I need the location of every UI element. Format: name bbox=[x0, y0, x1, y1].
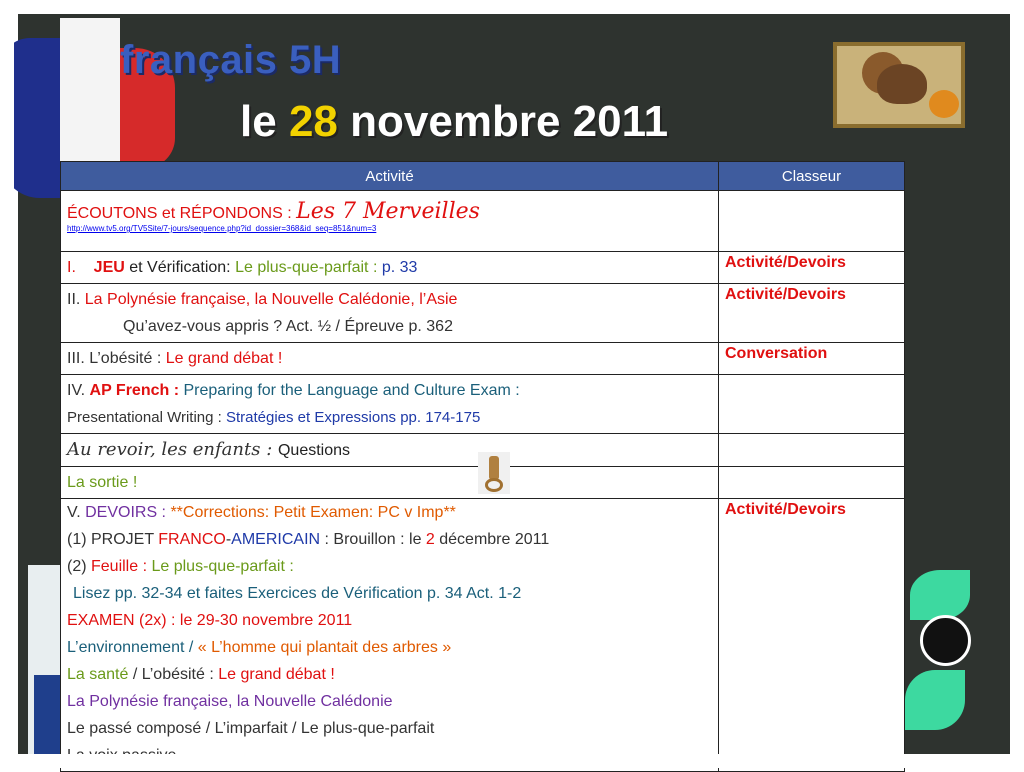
thanksgiving-turkey-icon bbox=[833, 42, 965, 128]
tenses-label: Le passé composé / L’imparfait / Le plus-que-parfait bbox=[67, 720, 435, 737]
activity-cell bbox=[61, 252, 719, 284]
grammar-topic: Le plus-que-parfait : bbox=[235, 259, 382, 276]
debate-topic: Le grand débat ! bbox=[165, 350, 283, 367]
course-title: français 5H bbox=[120, 38, 342, 82]
page-ref: p. 33 bbox=[381, 259, 418, 276]
writing-label: Presentational Writing : bbox=[67, 409, 226, 426]
table-row bbox=[61, 284, 905, 343]
row-number: II. bbox=[67, 291, 85, 308]
row-number: IV. bbox=[67, 382, 90, 399]
strategies-ref: Stratégies et Expressions pp. 174-175 bbox=[225, 409, 481, 426]
date-day: 28 bbox=[288, 97, 338, 146]
environment-label: L’environnement / bbox=[67, 639, 198, 656]
draft-day: 2 bbox=[425, 531, 435, 548]
reading-assignment: Lisez pp. 32-34 et faites Exercices de Vérification p. 34 Act. 1-2 bbox=[73, 585, 522, 602]
date-title bbox=[240, 97, 668, 147]
jeu-label: JEU bbox=[93, 259, 125, 276]
draft-date: décembre 2011 bbox=[434, 531, 550, 548]
header-binder: Classeur bbox=[719, 162, 905, 191]
table-row bbox=[61, 375, 905, 434]
project-label: (1) PROJET bbox=[67, 531, 159, 548]
binder-cell bbox=[719, 375, 905, 434]
verification-label: et Vérification: bbox=[124, 259, 236, 276]
row-number: III. L’obésité : bbox=[67, 350, 166, 367]
activity-cell bbox=[61, 343, 719, 375]
activity-cell bbox=[61, 467, 719, 499]
devoirs-label: DEVOIRS : bbox=[85, 504, 171, 521]
dash: - bbox=[225, 531, 232, 548]
activity-cell bbox=[61, 284, 719, 343]
table-row bbox=[61, 191, 905, 252]
tv5-link[interactable]: http://www.tv5.org/TV5Site/7-jours/sequence.php?id_dossier=368&id_seq=851&num=3 bbox=[67, 224, 377, 233]
binder-cell bbox=[719, 191, 905, 252]
americain-label: AMERICAIN bbox=[231, 531, 321, 548]
date-prefix: le bbox=[240, 97, 277, 146]
header-activity: Activité bbox=[61, 162, 719, 191]
row-number: I. bbox=[67, 259, 76, 276]
item-number: (2) bbox=[67, 558, 91, 575]
binder-cell bbox=[719, 434, 905, 467]
row-number: V. bbox=[67, 504, 86, 521]
binder-cell: Conversation bbox=[719, 343, 905, 375]
table-header-row bbox=[61, 162, 905, 191]
review-line: Qu’avez-vous appris ? Act. ½ / Épreuve p. 362 bbox=[123, 318, 453, 335]
polynesia-label: La Polynésie française, la Nouvelle Calédonie bbox=[67, 693, 393, 710]
table-row bbox=[61, 252, 905, 284]
corrections-label: **Corrections: Petit Examen: PC v Imp** bbox=[170, 504, 456, 521]
table-row bbox=[61, 499, 905, 772]
date-suffix: novembre 2011 bbox=[350, 97, 669, 146]
sheet-label: Feuille : bbox=[91, 558, 152, 575]
binder-cell: Activité/Devoirs bbox=[719, 499, 905, 772]
activity-cell bbox=[61, 191, 719, 252]
questions-label: Questions bbox=[277, 442, 351, 459]
debate-label: Le grand débat ! bbox=[218, 666, 335, 683]
binder-cell: Activité/Devoirs bbox=[719, 252, 905, 284]
homework-cell bbox=[61, 499, 719, 772]
franco-label: FRANCO bbox=[158, 531, 226, 548]
wonders-title: Les 7 Merveilles bbox=[296, 199, 480, 224]
geography-topic: La Polynésie française, la Nouvelle Calédonie, l’Asie bbox=[84, 291, 458, 308]
key-icon bbox=[478, 452, 510, 494]
exam-date: EXAMEN (2x) : le 29-30 novembre 2011 bbox=[67, 612, 353, 629]
listening-label: ÉCOUTONS et RÉPONDONS : bbox=[67, 205, 297, 222]
decorative-leaves-right bbox=[905, 570, 1024, 760]
draft-label: : Brouillon : le bbox=[320, 531, 426, 548]
sheet-topic: Le plus-que-parfait : bbox=[151, 558, 294, 575]
ap-label: AP French : bbox=[89, 382, 184, 399]
story-title: « L’homme qui plantait des arbres » bbox=[197, 639, 452, 656]
activity-cell bbox=[61, 434, 719, 467]
health-label: La santé bbox=[67, 666, 129, 683]
obesity-label: / L’obésité : bbox=[128, 666, 219, 683]
binder-cell: Activité/Devoirs bbox=[719, 284, 905, 343]
exit-label: La sortie ! bbox=[67, 474, 138, 491]
passive-voice-label: La voix passive bbox=[67, 747, 177, 764]
binder-cell bbox=[719, 467, 905, 499]
table-row bbox=[61, 343, 905, 375]
film-title: Au revoir, les enfants : bbox=[67, 439, 278, 460]
activity-cell bbox=[61, 375, 719, 434]
exam-title: Preparing for the Language and Culture Exam : bbox=[183, 382, 520, 399]
